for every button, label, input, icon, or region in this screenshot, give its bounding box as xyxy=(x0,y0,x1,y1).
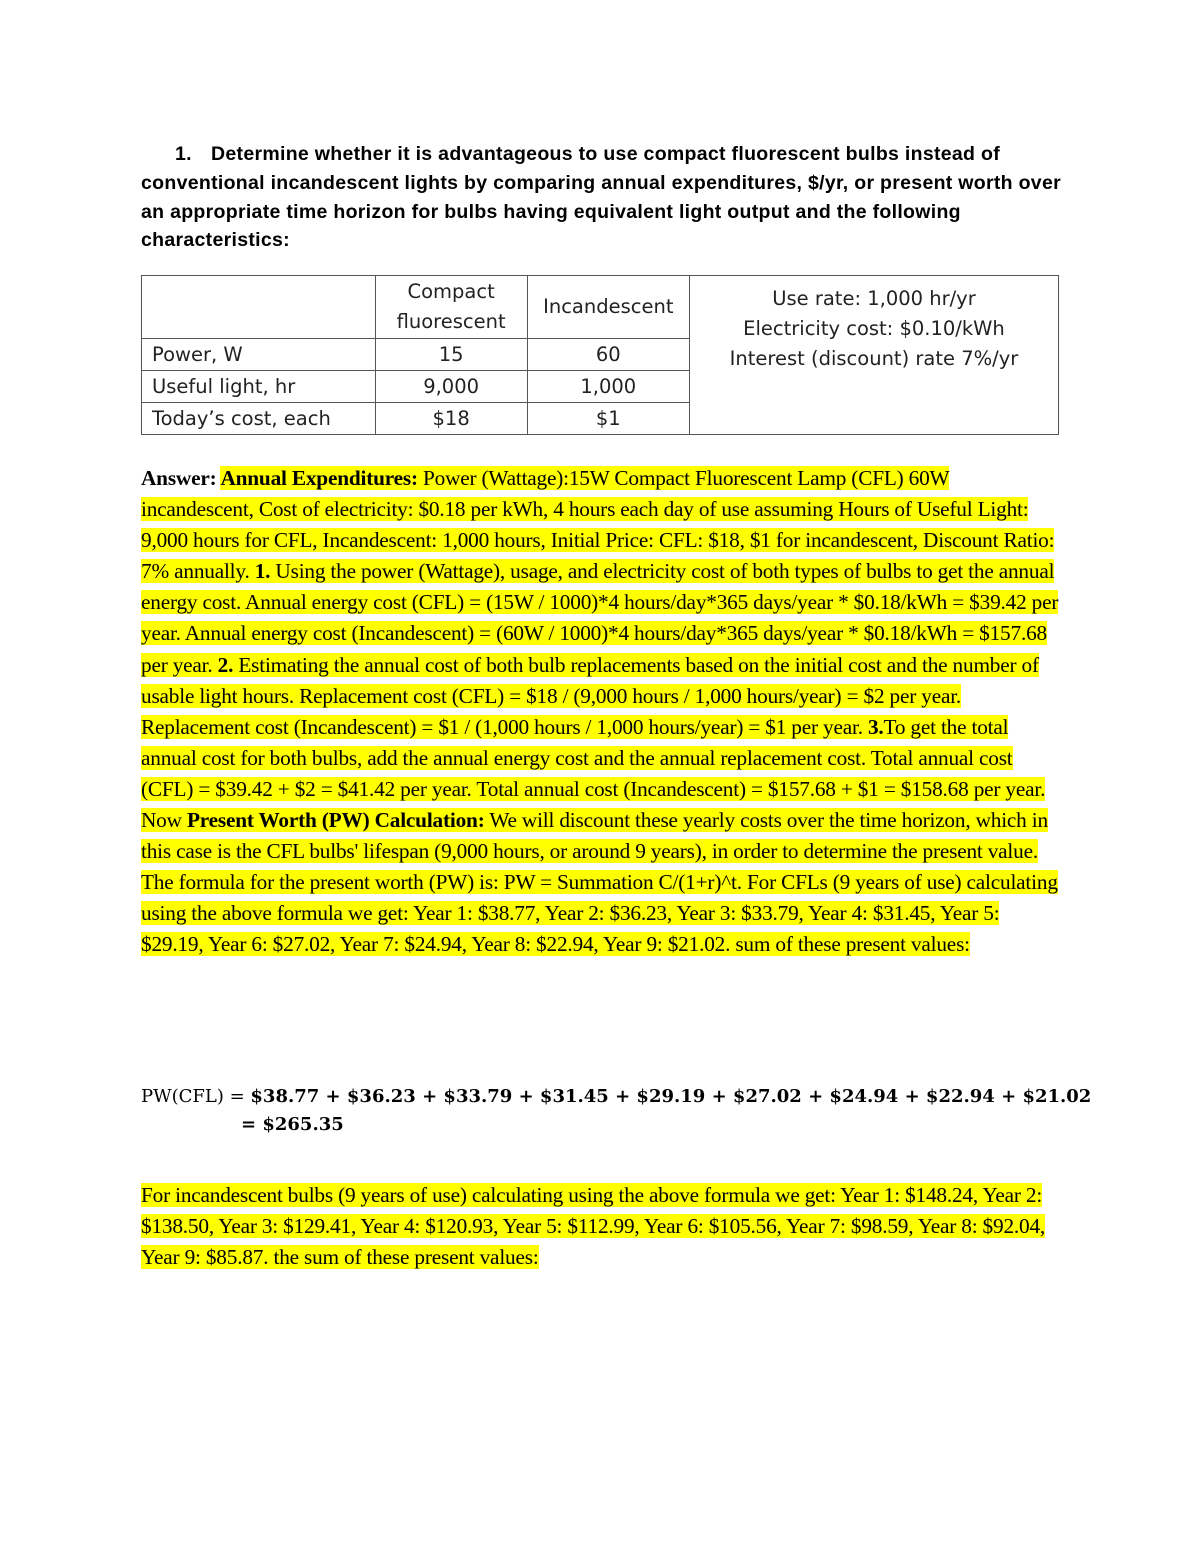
step-2-text: Estimating the annual cost of both bulb replacements based on the initial cost and the number of usable light hours. Replacement cost (CFL) = $18 / (9,000 hours / 1,000 hours/year) = $2 per year. Replacement cost (Incandescent) = $1 / (1,000 hours / 1,000 hours/year) = $1 per year. xyxy=(141,652,1039,739)
table-header-blank xyxy=(142,276,376,339)
step-1-text: Using the power (Wattage), usage, and electricity cost of both types of bulbs to get the annual energy cost. Annual energy cost (CFL) = (15W / 1000)*4 hours/day*365 days/year * $0.18/kWh = $39.42 per year. Annual energy cost (Incandescent) = (60W / 1000)*4 hours/day*365 days/year * $0.18/kWh = $157.68 per year. xyxy=(141,559,1059,677)
present-worth-heading: Present Worth (PW) Calculation: xyxy=(186,808,485,833)
table-header-row xyxy=(142,276,1059,339)
answer-intro-text: Power (Wattage):15W Compact Fluorescent Lamp (CFL) 60W incandescent, Cost of electricity: $0.18 per kWh, 4 hours each day of use assuming Hours of Useful Light: 9,000 hours for CFL, Incandescent: 1,000 hours, Initial Price: CFL: $18, $1 for incandescent, Discount Ratio: 7% annually. xyxy=(141,466,1055,584)
electricity-cost-note: Electricity cost: $0.10/kWh xyxy=(743,317,1005,340)
row-label-power: Power, W xyxy=(142,339,376,371)
incandescent-text: For incandescent bulbs (9 years of use) calculating using the above formula we get: Year 1: $148.24, Year 2: $138.50, Year 3: $129.41, Year 4: $120.93, Year 5: $112.99, Year 6: $105.56, Year 7: $98.59, Year 8: $92.04, Year 9: $85.87. the sum of these present values: xyxy=(141,1183,1046,1270)
row-label-cost: Today’s cost, each xyxy=(142,403,376,435)
cell-useful-light-cfl: 9,000 xyxy=(375,371,527,403)
cell-cost-cfl: $18 xyxy=(375,403,527,435)
step-3-number: 3. xyxy=(867,714,884,739)
table-header-incandescent: Incandescent xyxy=(527,276,689,339)
step-2-number: 2. xyxy=(217,652,234,677)
question-text: Determine whether it is advantageous to use compact fluorescent bulbs instead of conventional incandescent lights by comparing annual expenditures, $/yr, or present worth over an appropriate time horizon for bulbs having equivalent light output and the following characteristics: xyxy=(141,143,1061,252)
bulb-characteristics-table xyxy=(141,275,1059,435)
table-header-cfl: Compact fluorescent xyxy=(375,276,527,339)
annual-expenditures-heading: Annual Expenditures: xyxy=(220,466,418,490)
question-number: 1. xyxy=(175,143,192,165)
use-rate-note: Use rate: 1,000 hr/yr xyxy=(772,287,976,310)
equation-result: = $265.35 xyxy=(241,1114,344,1135)
present-worth-text: We will discount these yearly costs over the time horizon, which in this case is the CFL bulbs' lifespan (9,000 hours, or around 9 years), in order to determine the present value. xyxy=(141,808,1048,864)
cell-power-incandescent: 60 xyxy=(527,339,689,371)
interest-rate-note: Interest (discount) rate 7%/yr xyxy=(729,347,1019,370)
answer-paragraph xyxy=(141,463,1063,961)
incandescent-paragraph xyxy=(141,1180,1063,1273)
equation-terms: $38.77 + $36.23 + $33.79 + $31.45 + $29.19 + $27.02 + $24.94 + $22.94 + $21.02 xyxy=(250,1086,1092,1107)
question-paragraph xyxy=(141,140,1066,255)
cell-power-cfl: 15 xyxy=(375,339,527,371)
step-1-number: 1. xyxy=(254,559,271,584)
cell-useful-light-incandescent: 1,000 xyxy=(527,371,689,403)
answer-label: Answer: xyxy=(141,466,221,490)
step-3-text: To get the total annual cost for both bulbs, add the annual energy cost and the annual replacement cost. Total annual cost (CFL) = $39.42 + $2 = $41.42 per year. Total annual cost (Incandescent) = $157.68 + $1 = $158.68 per year. Now xyxy=(141,714,1046,833)
equation-line-1 xyxy=(141,1083,1092,1111)
equation-lhs: PW(CFL) = xyxy=(141,1086,251,1107)
table-side-notes xyxy=(689,276,1058,435)
formula-text: The formula for the present worth (PW) is: PW = Summation C/(1+r)^t. For CFLs (9 years of use) calculating using the above formula we get: Year 1: $38.77, Year 2: $36.23, Year 3: $33.79, Year 4: $31.45, Year 5: $29.19, Year 6: $27.02, Year 7: $24.94, Year 8: $22.94, Year 9: $21.02. sum of these present values: xyxy=(141,870,1058,957)
row-label-useful-light: Useful light, hr xyxy=(142,371,376,403)
cell-cost-incandescent: $1 xyxy=(527,403,689,435)
answer-highlighted-text xyxy=(141,466,1058,863)
pw-cfl-equation xyxy=(141,1083,1092,1139)
